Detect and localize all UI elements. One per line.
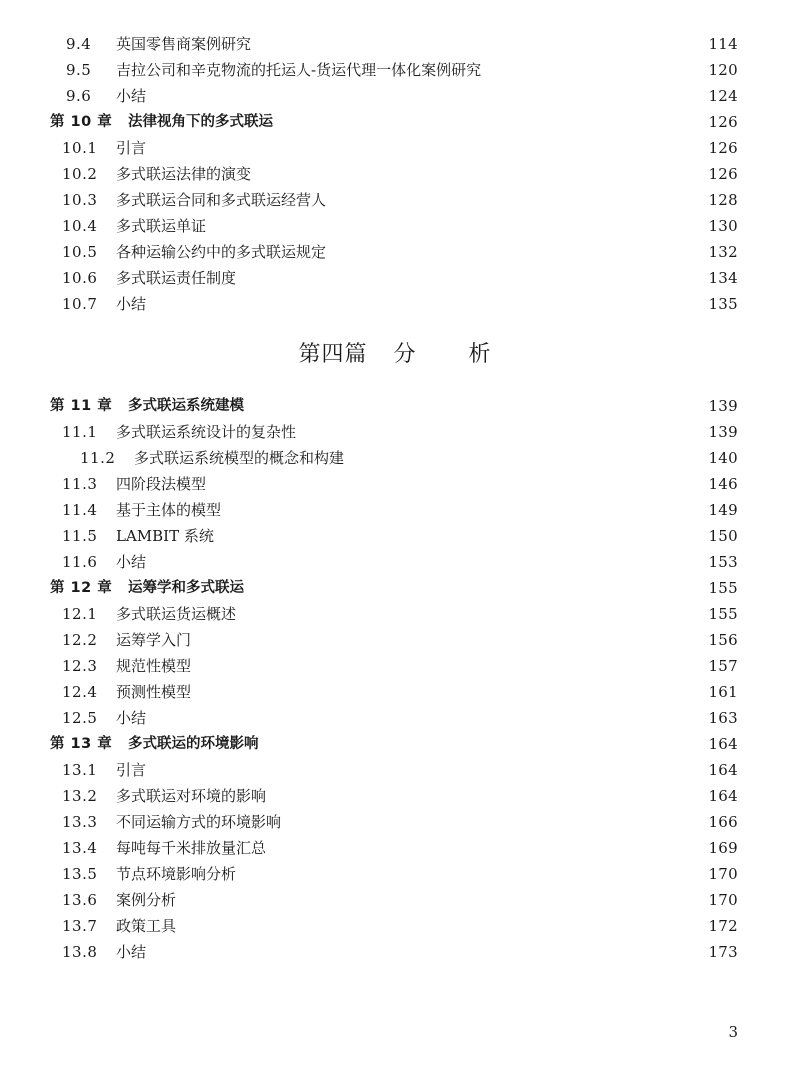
toc-entry-page: 155 (708, 579, 738, 597)
toc-entry-title: 运筹学入门 (116, 631, 192, 649)
toc-leader-dots (274, 835, 702, 861)
toc-entry-title: 小结 (116, 295, 147, 313)
toc-section-row[interactable] (0, 31, 790, 57)
toc-entry-number: 10.4 (62, 217, 98, 235)
toc-entry-title: 案例分析 (116, 891, 177, 909)
toc-entry-page: 153 (708, 553, 738, 571)
toc-section-row[interactable] (0, 913, 790, 939)
toc-entry-page: 132 (708, 243, 738, 261)
toc-leader-dots (214, 213, 702, 239)
toc-entry-title: 预测性模型 (116, 683, 192, 701)
part-heading-label: 第四篇 (298, 342, 368, 367)
toc-entry-number: 10.2 (62, 165, 98, 183)
toc-leader-dots (154, 291, 702, 317)
toc-section-row[interactable] (0, 809, 790, 835)
toc-entry-page: 126 (708, 113, 738, 131)
toc-entry-title: 节点环境影响分析 (116, 865, 237, 883)
toc-leader-dots (281, 109, 702, 135)
toc-leader-dots (267, 731, 703, 757)
toc-entry-page: 150 (708, 527, 738, 545)
toc-entry-title: 多式联运法律的演变 (116, 165, 252, 183)
toc-section-row[interactable] (0, 601, 790, 627)
toc-entry-page: 114 (708, 35, 738, 53)
toc-section-row[interactable] (0, 861, 790, 887)
toc-leader-dots (154, 939, 702, 965)
toc-entry-title: 不同运输方式的环境影响 (116, 813, 282, 831)
toc-entry-title: 规范性模型 (116, 657, 192, 675)
toc-entry-page: 163 (708, 709, 738, 727)
toc-section-row[interactable] (0, 679, 790, 705)
toc-entry-page: 156 (708, 631, 738, 649)
toc-leader-dots (154, 135, 702, 161)
toc-leader-dots (334, 187, 702, 213)
toc-entry-title: 多式联运责任制度 (116, 269, 237, 287)
toc-entry-title: 小结 (116, 943, 147, 961)
part-heading-word-1: 分 (393, 342, 417, 367)
toc-entry-page: 157 (708, 657, 738, 675)
toc-section-row[interactable] (0, 83, 790, 109)
toc-entry-page: 149 (708, 501, 738, 519)
toc-leader-dots (154, 757, 702, 783)
toc-entry-page: 135 (708, 295, 738, 313)
toc-entry-number: 9.5 (66, 61, 92, 79)
toc-entry-number: 11.6 (62, 553, 98, 571)
toc-entry-number: 13.7 (62, 917, 98, 935)
toc-entry-number: 13.4 (62, 839, 98, 857)
toc-leader-dots (199, 653, 702, 679)
toc-entry-page: 126 (708, 139, 738, 157)
toc-entry-page: 146 (708, 475, 738, 493)
toc-entry-title: 运筹学和多式联运 (128, 580, 244, 596)
toc-entry-page: 120 (708, 61, 738, 79)
toc-entry-number: 10.3 (62, 191, 98, 209)
toc-section-row[interactable] (0, 939, 790, 965)
toc-leader-dots (244, 601, 702, 627)
toc-entry-number: 12.5 (62, 709, 98, 727)
toc-entry-page: 139 (708, 423, 738, 441)
toc-entry-number: 10.5 (62, 243, 98, 261)
toc-entry-title: 多式联运的环境影响 (128, 736, 259, 752)
toc-chapter-row[interactable] (0, 109, 790, 135)
toc-entry-number: 13.8 (62, 943, 98, 961)
toc-entry-title: 引言 (116, 139, 147, 157)
toc-leader-dots (222, 523, 703, 549)
toc-section-row[interactable] (0, 239, 790, 265)
toc-entry-number: 13.2 (62, 787, 98, 805)
toc-entry-title: 英国零售商案例研究 (116, 35, 252, 53)
toc-section-row[interactable] (0, 213, 790, 239)
toc-entry-title: 四阶段法模型 (116, 475, 207, 493)
toc-entry-page: 126 (708, 165, 738, 183)
toc-section-row[interactable] (0, 497, 790, 523)
toc-entry-number: 11.1 (62, 423, 98, 441)
toc-entry-page: 134 (708, 269, 738, 287)
toc-entry-number: 12.2 (62, 631, 98, 649)
toc-section-row[interactable] (0, 705, 790, 731)
toc-leader-dots (489, 57, 702, 83)
toc-section-row[interactable] (0, 549, 790, 575)
toc-entry-title: 政策工具 (116, 917, 177, 935)
toc-section-row[interactable] (0, 627, 790, 653)
toc-leader-dots (259, 161, 702, 187)
part-heading (0, 338, 790, 372)
toc-entry-page: 170 (708, 865, 738, 883)
toc-entry-number: 第 13 章 (50, 736, 113, 752)
page-number: 3 (728, 1023, 738, 1041)
toc-leader-dots (252, 575, 702, 601)
toc-section-row[interactable] (0, 187, 790, 213)
toc-entry-number: 13.3 (62, 813, 98, 831)
toc-section-row[interactable] (0, 419, 790, 445)
part-heading-word-2: 析 (468, 342, 492, 367)
toc-section-row[interactable] (0, 783, 790, 809)
toc-section-row[interactable] (0, 887, 790, 913)
toc-chapter-row[interactable] (0, 575, 790, 601)
toc-entry-number: 12.4 (62, 683, 98, 701)
toc-entry-page: 124 (708, 87, 738, 105)
toc-chapter-row[interactable] (0, 393, 790, 419)
toc-section-row[interactable] (0, 523, 790, 549)
toc-leader-dots (184, 887, 702, 913)
toc-entry-number: 第 10 章 (50, 114, 113, 130)
toc-entry-number: 11.2 (80, 449, 116, 467)
toc-section-row[interactable] (0, 265, 790, 291)
toc-entry-title: 多式联运合同和多式联运经营人 (116, 191, 327, 209)
toc-leader-dots (244, 861, 702, 887)
toc-leader-dots (199, 627, 702, 653)
toc-entry-number: 13.5 (62, 865, 98, 883)
toc-entry-title: 基于主体的模型 (116, 501, 222, 519)
toc-entry-title: LAMBIT 系统 (116, 527, 214, 545)
toc-leader-dots (304, 419, 702, 445)
toc-section-row[interactable] (0, 835, 790, 861)
toc-entry-title: 多式联运系统模型的概念和构建 (134, 449, 345, 467)
toc-chapter-row[interactable] (0, 731, 790, 757)
toc-entry-title: 多式联运单证 (116, 217, 207, 235)
toc-entry-number: 第 12 章 (50, 580, 113, 596)
toc-entry-page: 169 (708, 839, 738, 857)
toc-entry-title: 吉拉公司和辛克物流的托运人-货运代理一体化案例研究 (116, 61, 482, 79)
toc-entry-number: 13.6 (62, 891, 98, 909)
toc-section-row[interactable] (0, 291, 790, 317)
toc-entry-page: 164 (708, 787, 738, 805)
toc-entry-number: 11.5 (62, 527, 98, 545)
toc-entry-page: 170 (708, 891, 738, 909)
toc-entry-title: 各种运输公约中的多式联运规定 (116, 243, 327, 261)
toc-entry-title: 小结 (116, 709, 147, 727)
toc-leader-dots (154, 549, 702, 575)
toc-entry-number: 9.6 (66, 87, 92, 105)
toc-entry-page: 166 (708, 813, 738, 831)
toc-section-row[interactable] (0, 471, 790, 497)
toc-entry-title: 多式联运系统设计的复杂性 (116, 423, 297, 441)
toc-entry-page: 172 (708, 917, 738, 935)
toc-entry-page: 161 (708, 683, 738, 701)
toc-entry-page: 139 (708, 397, 738, 415)
toc-entry-title: 法律视角下的多式联运 (128, 114, 273, 130)
toc-section-row[interactable] (0, 135, 790, 161)
toc-entry-number: 12.1 (62, 605, 98, 623)
toc-section-row[interactable] (0, 653, 790, 679)
toc-leader-dots (259, 31, 702, 57)
toc-entry-number: 12.3 (62, 657, 98, 675)
toc-entry-number: 13.1 (62, 761, 98, 779)
toc-entry-number: 10.1 (62, 139, 98, 157)
toc-leader-dots (154, 83, 702, 109)
toc-entry-number: 11.4 (62, 501, 98, 519)
toc-entry-number: 11.3 (62, 475, 98, 493)
toc-section-row[interactable] (0, 445, 790, 471)
toc-entry-page: 140 (708, 449, 738, 467)
toc-leader-dots (352, 445, 702, 471)
toc-leader-dots (334, 239, 702, 265)
toc-leader-dots (244, 265, 702, 291)
toc-entry-number: 9.4 (66, 35, 92, 53)
toc-entry-number: 第 11 章 (50, 398, 113, 414)
toc-entry-page: 130 (708, 217, 738, 235)
toc-leader-dots (184, 913, 702, 939)
toc-section-row[interactable] (0, 161, 790, 187)
toc-leader-dots (289, 809, 702, 835)
toc-entry-number: 10.7 (62, 295, 98, 313)
toc-leader-dots (229, 497, 702, 523)
toc-entry-title: 多式联运对环境的影响 (116, 787, 267, 805)
toc-entry-page: 173 (708, 943, 738, 961)
toc-leader-dots (214, 471, 702, 497)
toc-entry-title: 每吨每千米排放量汇总 (116, 839, 267, 857)
toc-entry-page: 164 (708, 761, 738, 779)
toc-entry-page: 155 (708, 605, 738, 623)
toc-section-row[interactable] (0, 57, 790, 83)
toc-entry-title: 多式联运货运概述 (116, 605, 237, 623)
toc-entry-title: 小结 (116, 87, 147, 105)
toc-leader-dots (199, 679, 702, 705)
toc-entry-title: 多式联运系统建模 (128, 398, 244, 414)
toc-leader-dots (154, 705, 702, 731)
toc-entry-title: 引言 (116, 761, 147, 779)
toc-entry-title: 小结 (116, 553, 147, 571)
toc-leader-dots (274, 783, 702, 809)
toc-leader-dots (252, 393, 702, 419)
toc-entry-page: 128 (708, 191, 738, 209)
toc-entry-page: 164 (708, 735, 738, 753)
toc-section-row[interactable] (0, 757, 790, 783)
toc-entry-number: 10.6 (62, 269, 98, 287)
